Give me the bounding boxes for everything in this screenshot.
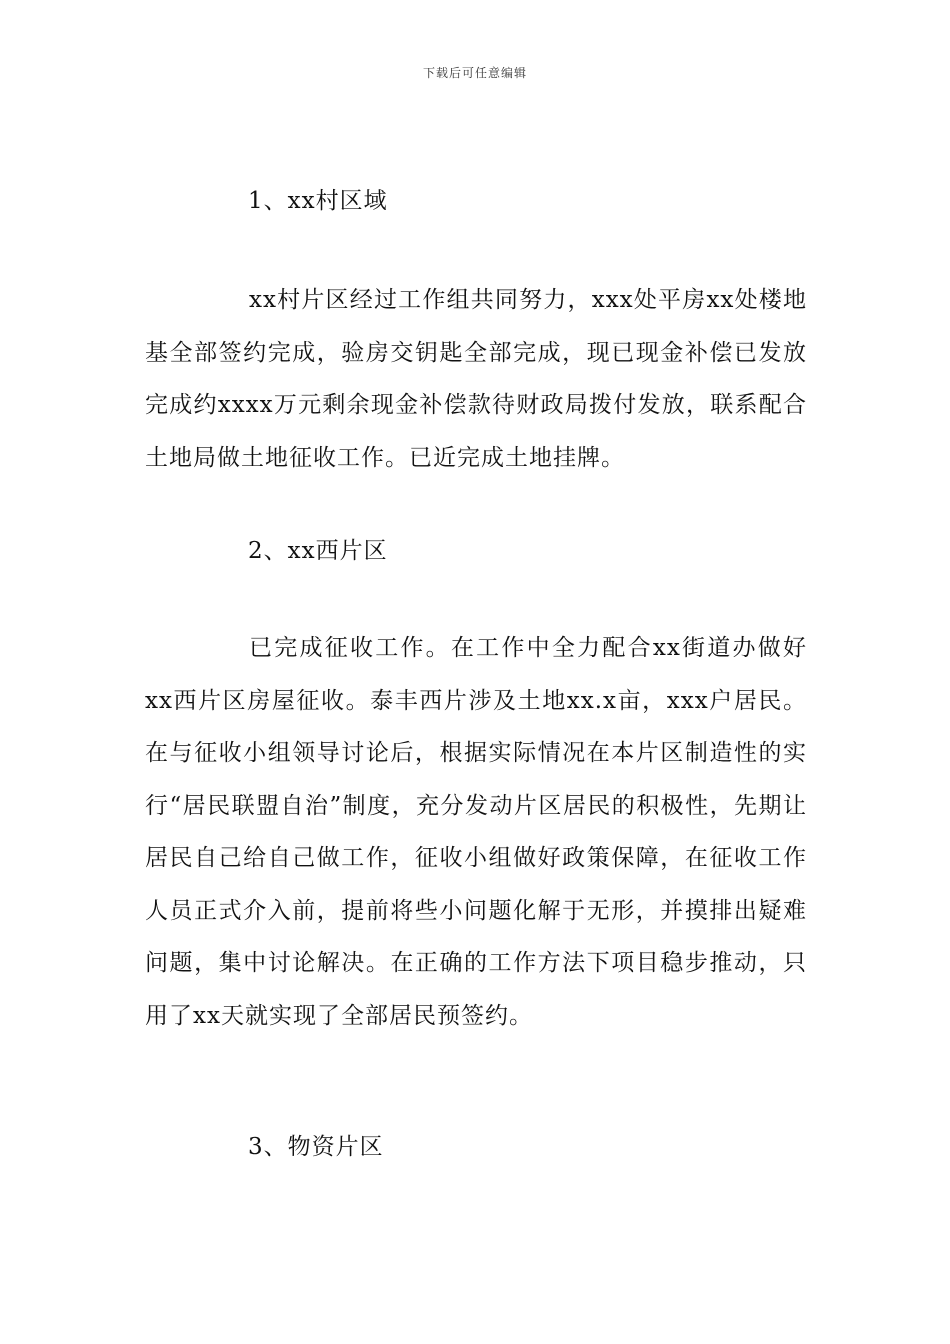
page-header: 下载后可任意编辑 [422,66,527,80]
section-heading-2: 2、xx西片区 [248,538,388,564]
section-heading-1: 1、xx村区域 [248,188,388,214]
section-heading-3: 3、物资片区 [248,1134,384,1160]
section-paragraph-2: 已完成征收工作。在工作中全力配合xx街道办做好xx西片区房屋征收。泰丰西片涉及土地xx.x亩，xxx户居民。在与征收小组领导讨论后，根据实际情况在本片区制造性的实行“居民联盟自治”制度，充分发动片区居民的积极性，先期让居民自己给自己做工作，征收小组做好政策保障，在征收工作人员正式介入前，提前将些小问题化解于无形，并摸排出疑难问题，集中讨论解决。在正确的工作方法下项目稳步推动，只用了xx天就实现了全部居民预签约。 [145,635,807,1029]
section-paragraph-1: xx村片区经过工作组共同努力，xxx处平房xx处楼地基全部签约完成，验房交钥匙全部完成，现已现金补偿已发放完成约xxxx万元剩余现金补偿款待财政局拨付发放，联系配合土地局做土地征收工作。已近完成土地挂牌。 [145,287,807,471]
